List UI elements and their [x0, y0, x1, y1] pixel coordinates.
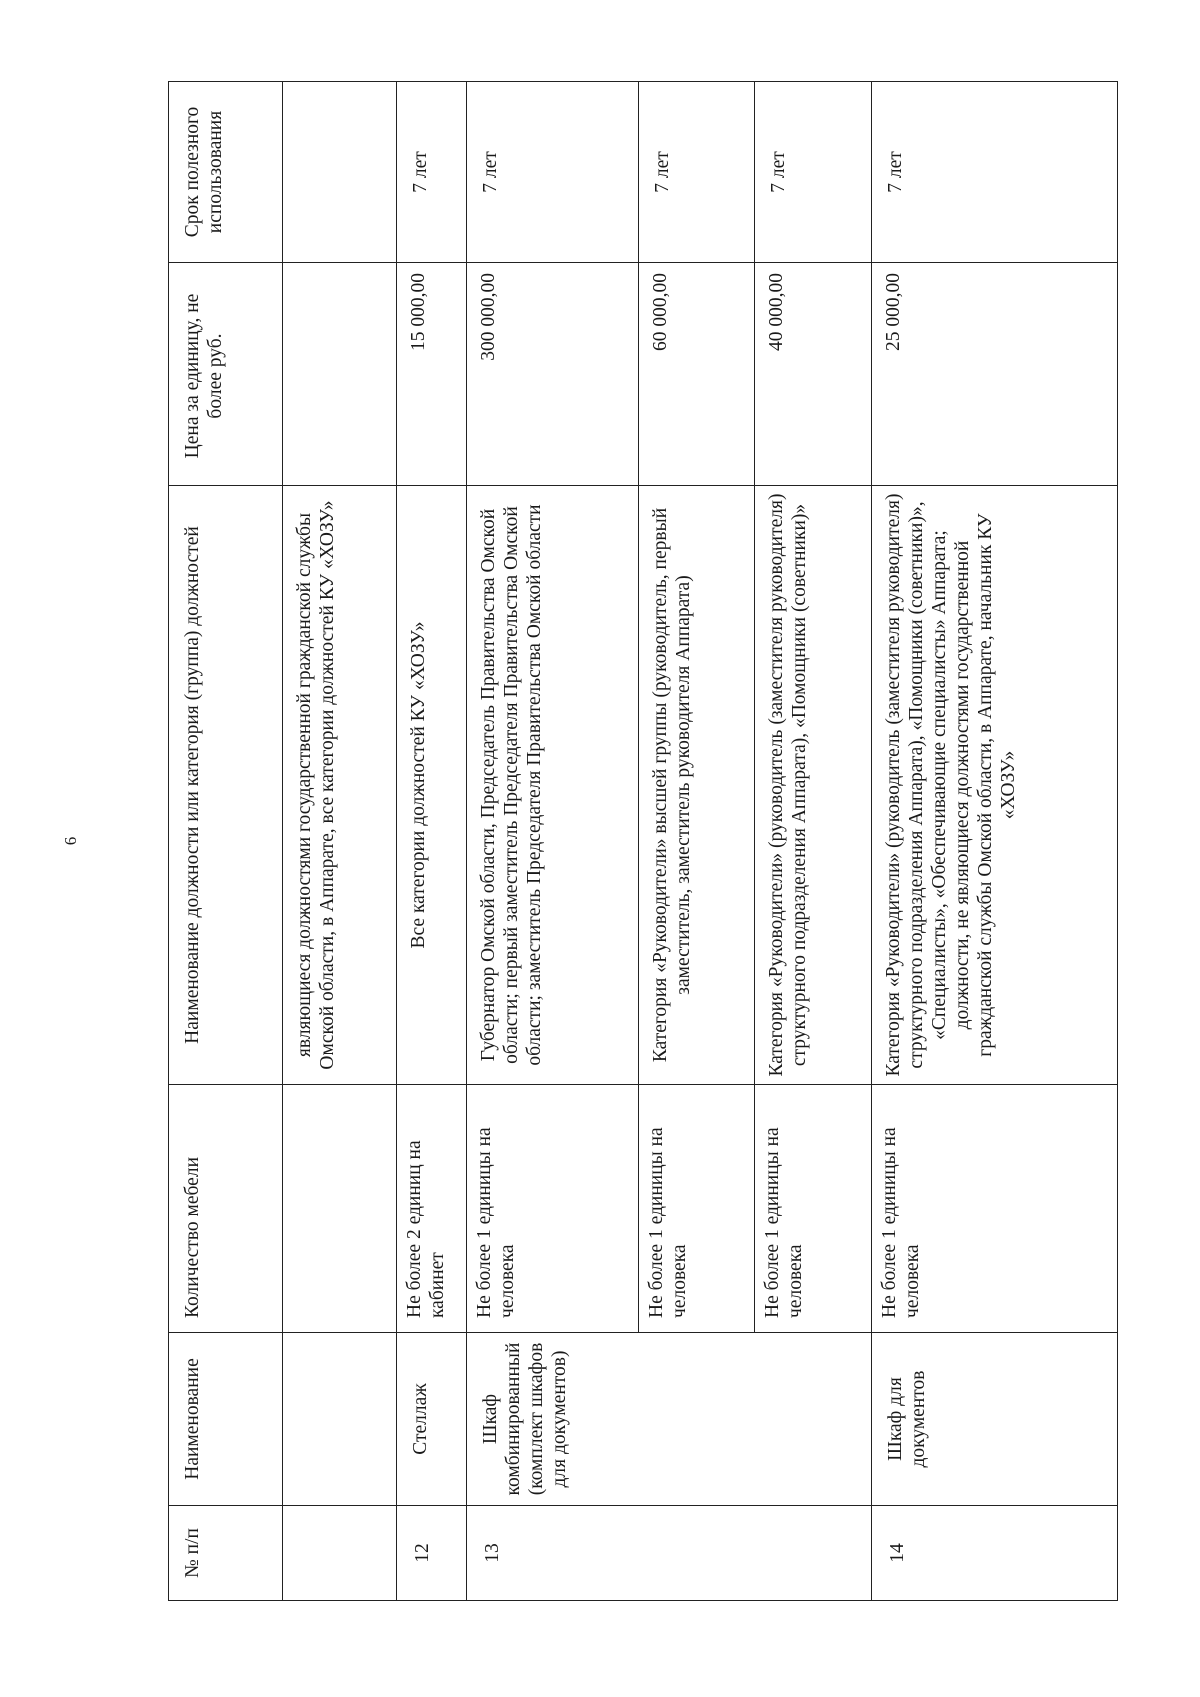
- cell-name: Шкаф для документов: [871, 1333, 1117, 1506]
- cell-qty: [283, 1085, 397, 1333]
- cell-name: Стеллаж: [397, 1333, 466, 1506]
- cell-price: 60 000,00: [638, 263, 754, 486]
- header-price: Цена за единицу, не более руб.: [169, 263, 283, 486]
- cell-qty: Не более 1 единицы на человека: [871, 1085, 1117, 1333]
- cell-price: [283, 263, 397, 486]
- table-header-row: [169, 82, 283, 1601]
- cell-position: являющиеся должностями государственной гражданской службы Омской области, в Аппарате, все категории должностей КУ «ХОЗУ»: [283, 486, 397, 1085]
- furniture-norms-table-container: [168, 101, 1118, 1601]
- cell-num: 13: [466, 1506, 871, 1601]
- header-num: № п/п: [169, 1506, 283, 1601]
- cell-price: 25 000,00: [871, 263, 1117, 486]
- table-row-14: [871, 82, 1117, 1601]
- furniture-norms-table: [168, 81, 1118, 1601]
- cell-term: 7 лет: [871, 82, 1117, 263]
- table-row-12: [397, 82, 466, 1601]
- cell-qty: Не более 1 единицы на человека: [755, 1085, 871, 1333]
- cell-price: 300 000,00: [466, 263, 638, 486]
- cell-name: Шкаф комбинированный (комплект шкафов для документов): [466, 1333, 871, 1506]
- cell-term: 7 лет: [397, 82, 466, 263]
- cell-position: Губернатор Омской области, Председатель Правительства Омской области; первый заместитель Председателя Правительства Омской области; заместитель Председателя Правительства Омской области: [466, 486, 638, 1085]
- cell-num: 14: [871, 1506, 1117, 1601]
- cell-position: Категория «Руководители» высшей группы (руководитель, первый заместитель, заместитель руководителя Аппарата): [638, 486, 754, 1085]
- header-name: Наименование: [169, 1333, 283, 1506]
- cell-term: 7 лет: [638, 82, 754, 263]
- cell-price: 15 000,00: [397, 263, 466, 486]
- table-row-continuation: [283, 82, 397, 1601]
- cell-qty: Не более 2 единиц на кабинет: [397, 1085, 466, 1333]
- page-number: 6: [61, 836, 80, 846]
- cell-qty: Не более 1 единицы на человека: [638, 1085, 754, 1333]
- cell-num: 12: [397, 1506, 466, 1601]
- cell-term: 7 лет: [466, 82, 638, 263]
- cell-position: Категория «Руководители» (руководитель (заместителя руководителя) структурного подразделения Аппарата), «Помощники (советники)»: [755, 486, 871, 1085]
- table-row-13: [466, 82, 638, 1601]
- cell-price: 40 000,00: [755, 263, 871, 486]
- header-term: Срок полезного использования: [169, 82, 283, 263]
- cell-name: [283, 1333, 397, 1506]
- cell-term: 7 лет: [755, 82, 871, 263]
- header-qty: Количество мебели: [169, 1085, 283, 1333]
- cell-position: Категория «Руководители» (руководитель (заместителя руководителя) структурного подразделения Аппарата), «Помощники (советники)», «Специалисты», «Обеспечивающие специалисты» Аппарата; должности, не являющиеся должностями государственной гражданской службы Омской области, в Аппарате, начальник КУ «ХОЗУ»: [871, 486, 1117, 1085]
- header-position: Наименование должности или категория (группа) должностей: [169, 486, 283, 1085]
- cell-num: [283, 1506, 397, 1601]
- cell-position: Все категории должностей КУ «ХОЗУ»: [397, 486, 466, 1085]
- cell-qty: Не более 1 единицы на человека: [466, 1085, 638, 1333]
- cell-term: [283, 82, 397, 263]
